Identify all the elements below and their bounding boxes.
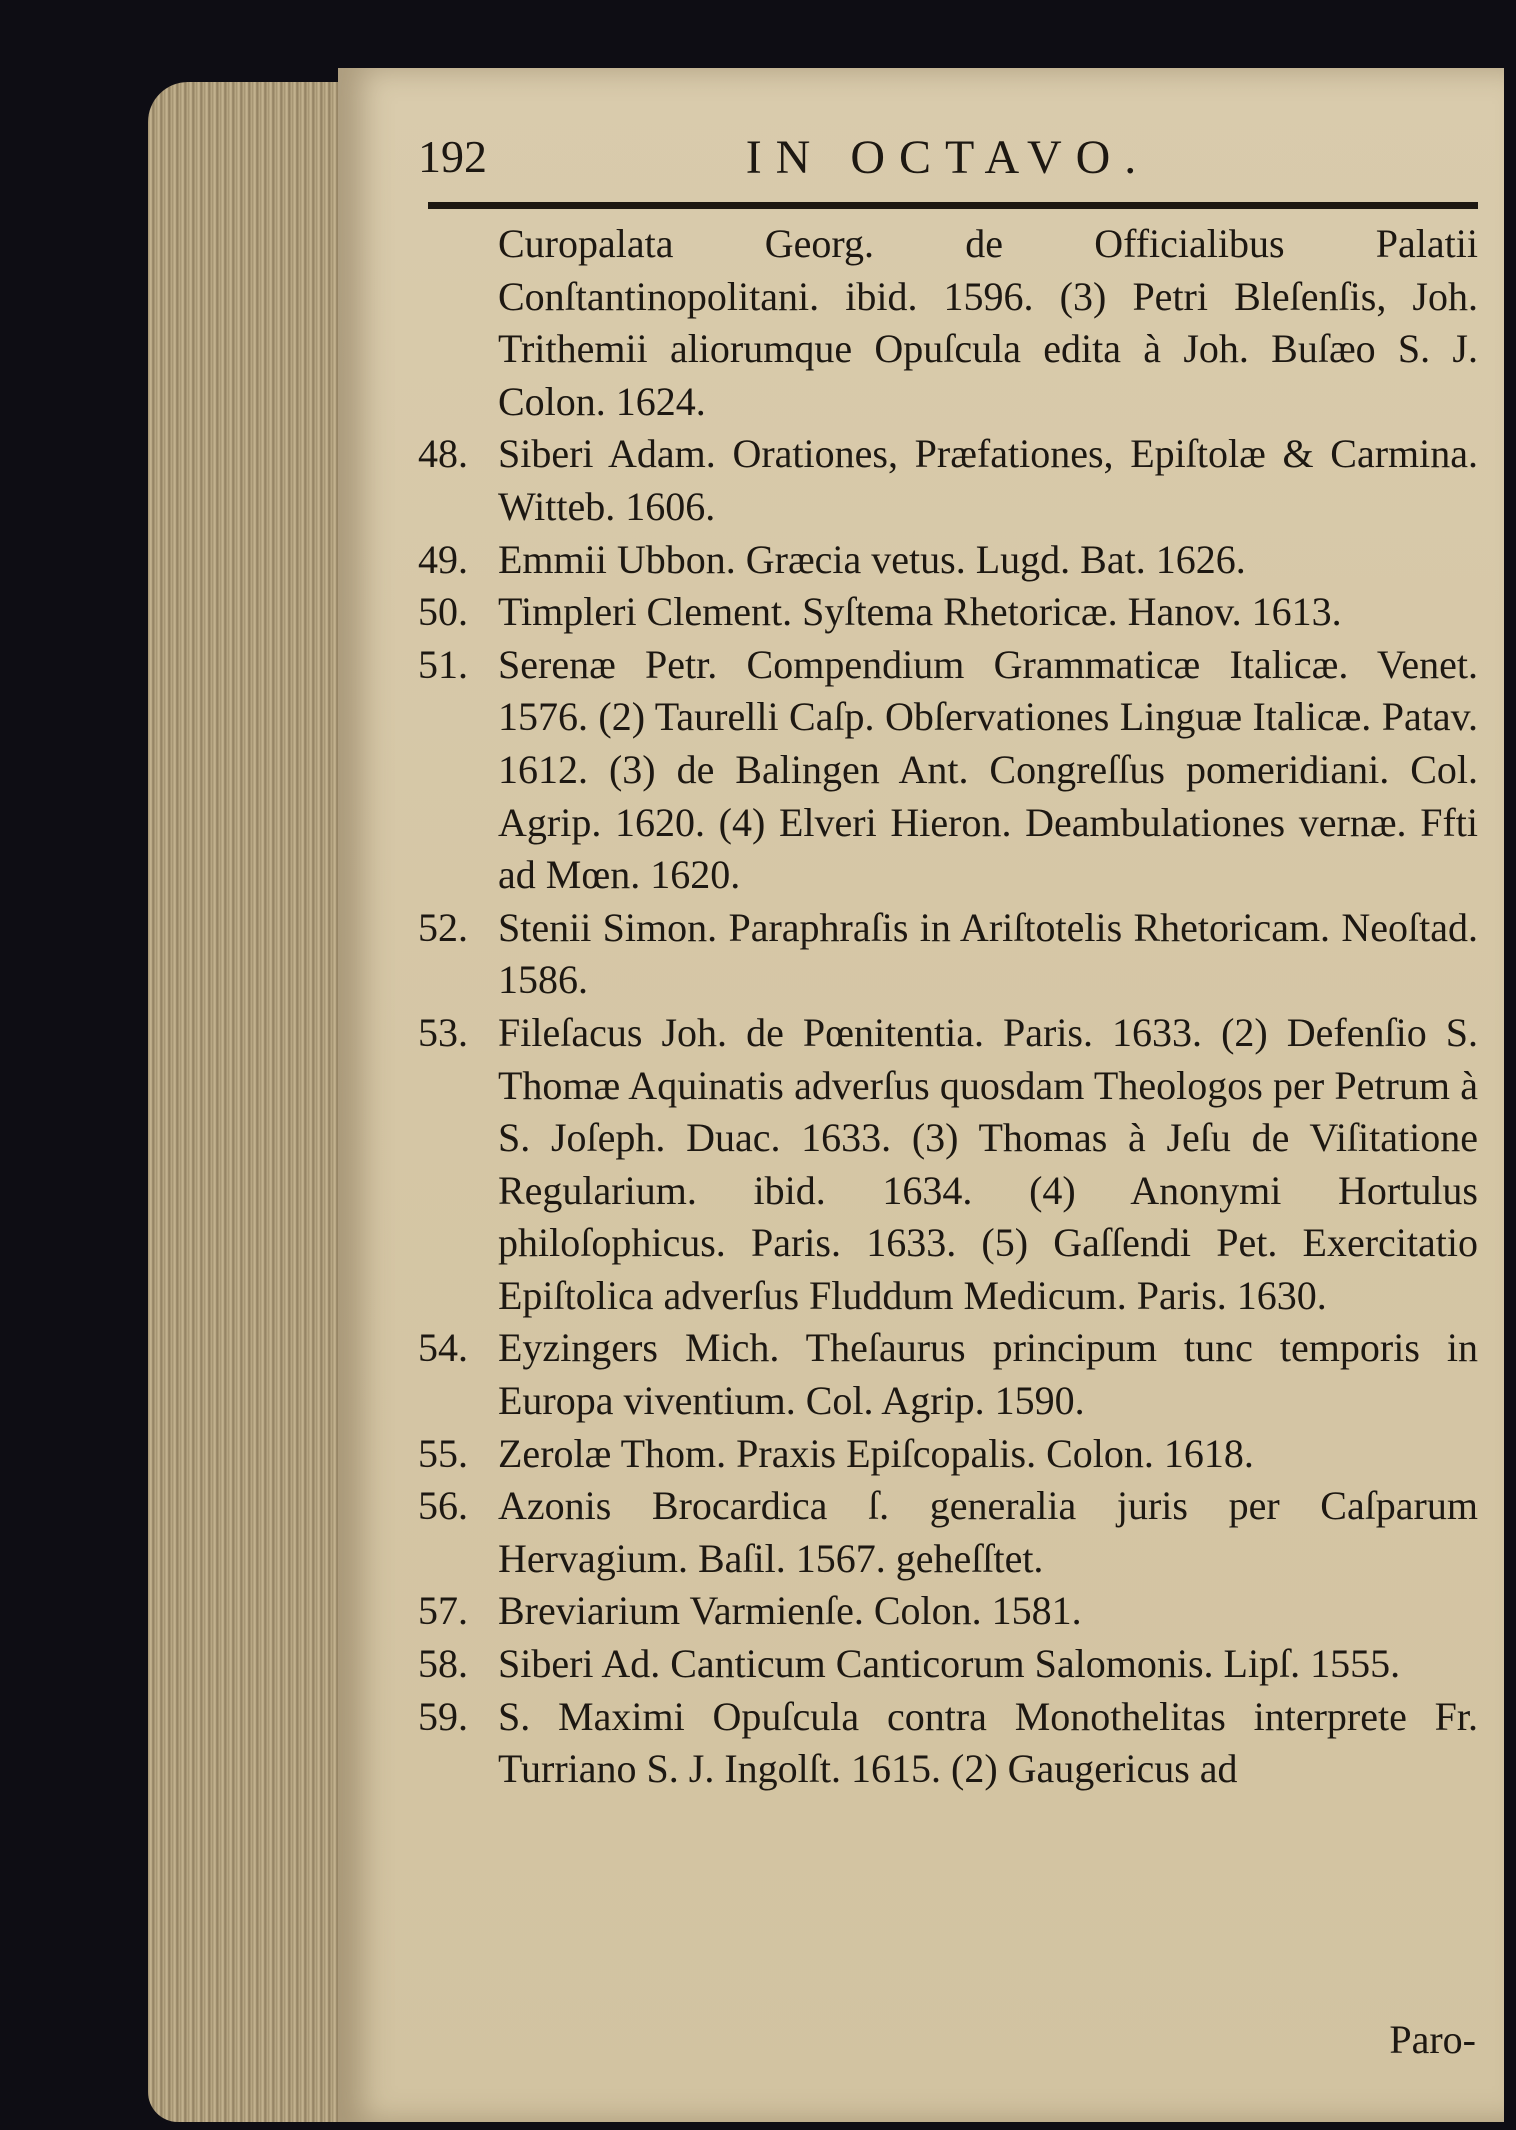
entry-text: Serenæ Petr. Compendium Grammaticæ Italicæ. Venet. 1576. (2) Taurelli Caſp. Obſervationes Linguæ Italicæ. Patav. 1612. (3) de Balingen Ant. Congreſſus pomeridiani. Col. Agrip. 1620. (4) Elveri Hieron. Deambulationes vernæ. Ffti ad Mœn. 1620. — [498, 641, 1478, 898]
entry-number: 53. — [418, 1009, 468, 1055]
entry-text: Fileſacus Joh. de Pœnitentia. Paris. 1633. (2) Defenſio S. Thomæ Aquinatis adverſus quosdam Theologos per Petrum à S. Joſeph. Duac. 1633. (3) Thomas à Jeſu de Viſitatione Regularium. ibid. 1634. (4) Anonymi Hortulus philoſophicus. Paris. 1633. (5) Gaſſendi Pet. Exercitatio Epiſtolica adverſus Fluddum Medicum. Paris. 1630. — [498, 1009, 1478, 1318]
catalog-entry — [418, 1322, 1478, 1427]
header-rule — [428, 202, 1478, 209]
catalog-entry — [418, 534, 1478, 587]
entry-number: 51. — [418, 641, 468, 687]
entry-number: 55. — [418, 1430, 468, 1476]
entry-text: Curopalata Georg. de Officialibus Palatii Conſtantinopolitani. ibid. 1596. (3) Petri Bleſenſis, Joh. Trithemii aliorumque Opuſcula edita à Joh. Buſæo S. J. Colon. 1624. — [498, 221, 1478, 424]
entry-text: S. Maximi Opuſcula contra Monothelitas interprete Fr. Turriano S. J. Ingolſt. 1615. (2) Gaugericus ad — [498, 1693, 1478, 1792]
catalog-entry — [418, 428, 1478, 533]
page-number: 192 — [418, 131, 487, 182]
catalog-entry — [418, 218, 1478, 428]
catalog-entry — [418, 902, 1478, 1007]
book-page-edges — [148, 82, 348, 2122]
entry-text: Azonis Brocardica ſ. generalia juris per Caſparum Hervagium. Baſil. 1567. geheſſtet. — [498, 1483, 1478, 1581]
book-page — [338, 68, 1504, 2122]
catalog-entry — [418, 639, 1478, 902]
entry-text: Siberi Adam. Orationes, Præfationes, Epiſtolæ & Carmina. Witteb. 1606. — [498, 431, 1478, 529]
running-title: IN OCTAVO. — [745, 131, 1151, 184]
catalog-entry — [418, 1007, 1478, 1323]
entry-text: Zerolæ Thom. Praxis Epiſcopalis. Colon. 1618. — [498, 1430, 1254, 1476]
entry-number: 52. — [418, 904, 468, 950]
entry-number: 50. — [418, 589, 468, 635]
entry-text: Emmii Ubbon. Græcia vetus. Lugd. Bat. 1626. — [498, 536, 1246, 582]
entry-number: 59. — [418, 1693, 468, 1739]
entry-number: 49. — [418, 536, 468, 582]
entry-number: 57. — [418, 1588, 468, 1634]
catalog-entries — [418, 218, 1478, 1796]
catalog-entry — [418, 1428, 1478, 1481]
entry-number: 48. — [418, 431, 468, 477]
entry-number: 54. — [418, 1325, 468, 1371]
catalog-entry — [418, 1585, 1478, 1638]
catalog-entry — [418, 1480, 1478, 1585]
entry-text: Eyzingers Mich. Theſaurus principum tunc temporis in Europa viventium. Col. Agrip. 1590. — [498, 1325, 1478, 1424]
entry-number: 58. — [418, 1641, 468, 1687]
entry-text: Timpleri Clement. Syſtema Rhetoricæ. Hanov. 1613. — [498, 589, 1342, 635]
entry-text: Breviarium Varmienſe. Colon. 1581. — [498, 1588, 1082, 1634]
entry-text: Siberi Ad. Canticum Canticorum Salomonis. Lipſ. 1555. — [498, 1641, 1401, 1687]
catalog-entry — [418, 1638, 1478, 1691]
entry-number: 56. — [418, 1483, 468, 1529]
catalog-entry — [418, 1691, 1478, 1796]
entry-text: Stenii Simon. Paraphraſis in Ariſtotelis Rhetoricam. Neoſtad. 1586. — [498, 904, 1478, 1003]
catalog-entry — [418, 586, 1478, 639]
page-header — [418, 130, 1458, 200]
catchword: Paro- — [1389, 2017, 1476, 2062]
